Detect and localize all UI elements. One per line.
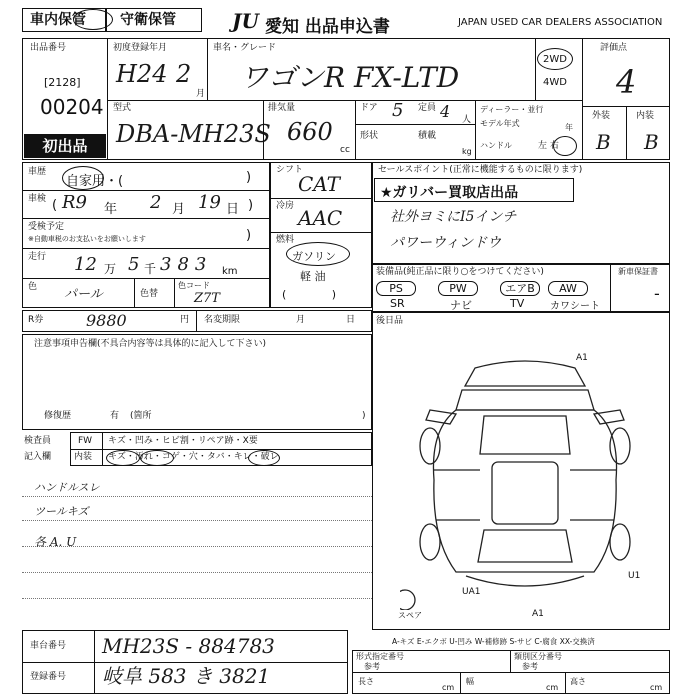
history-close: ) bbox=[246, 170, 252, 185]
r-ticket-label: R券 bbox=[28, 315, 44, 325]
height-label: 高さ bbox=[570, 677, 586, 686]
registration-label: 初度登録年月 bbox=[113, 43, 168, 53]
height-cm: cm bbox=[650, 683, 663, 692]
mark-front: A1 bbox=[576, 353, 588, 363]
length-cm: cm bbox=[442, 683, 455, 692]
mileage-sen: 5 bbox=[128, 254, 140, 275]
spec-class-ref: 参考 bbox=[522, 662, 538, 671]
year-unit: 年 bbox=[565, 123, 573, 132]
ruled-line bbox=[22, 598, 372, 599]
hand-note-2: ツールキズ bbox=[34, 505, 89, 518]
exterior-label: 外装 bbox=[592, 111, 611, 121]
length-label: 長さ bbox=[358, 677, 374, 686]
first-listing-badge: 初出品 bbox=[24, 134, 106, 158]
spec-type-label: 形式指定番号 bbox=[356, 652, 404, 661]
model-year-label: モデル年式 bbox=[480, 119, 520, 128]
storage-guard: 守衛保管 bbox=[120, 12, 176, 28]
inspection-era: R9 bbox=[62, 192, 88, 213]
interior-tobacco-circle bbox=[248, 450, 280, 466]
divider bbox=[582, 38, 583, 160]
divider bbox=[610, 264, 611, 312]
displacement-label: 排気量 bbox=[268, 103, 296, 113]
divider bbox=[174, 278, 175, 308]
sales-point-2: パワーウィンドウ bbox=[390, 235, 502, 251]
cc-unit: cc bbox=[340, 145, 350, 155]
capacity-label: 定員 bbox=[418, 103, 437, 113]
divider bbox=[355, 100, 356, 160]
divider bbox=[22, 278, 270, 279]
door-label: ドア bbox=[360, 103, 378, 113]
divider bbox=[475, 100, 476, 160]
divider bbox=[107, 38, 108, 160]
inspection-day-unit: 日 bbox=[226, 202, 240, 217]
inspection-label: 車検 bbox=[28, 194, 47, 204]
storage-in-car: 車内保管 bbox=[30, 12, 86, 28]
listing-bracket-number: [2128] bbox=[44, 76, 81, 89]
drive-2wd-circle bbox=[537, 48, 573, 70]
divider bbox=[22, 190, 270, 191]
new-warranty-label: 新車保証書 bbox=[618, 267, 658, 276]
r-ticket-value: 9880 bbox=[86, 311, 127, 330]
sales-point-1: 社外ヨミにI5インチ bbox=[390, 209, 517, 225]
fuel-label: 燃料 bbox=[276, 235, 295, 245]
equip-tv: TV bbox=[510, 297, 525, 310]
spare-label: スペア bbox=[398, 611, 422, 620]
name-change-label: 名変期限 bbox=[204, 315, 241, 325]
ac-value: AAC bbox=[298, 206, 343, 230]
mark-u1: U1 bbox=[628, 571, 641, 581]
divider bbox=[270, 198, 372, 199]
form-title: 愛知 出品申込書 bbox=[265, 17, 390, 37]
color-code-label: 色コード bbox=[178, 281, 210, 290]
mark-ua1: UA1 bbox=[462, 587, 481, 597]
history-private-circle bbox=[62, 166, 104, 190]
divider bbox=[196, 310, 197, 332]
history-label: 車歴 bbox=[28, 167, 47, 177]
grade-label: 評価点 bbox=[600, 43, 628, 53]
hand-note-3: 各 A. U bbox=[34, 535, 77, 549]
history-value: 自家用・( bbox=[66, 174, 124, 189]
form-subtitle: JAPAN USED CAR DEALERS ASSOCIATION bbox=[458, 17, 663, 28]
width-label: 幅 bbox=[466, 677, 474, 686]
divider bbox=[270, 232, 372, 233]
listing-number-label: 出品番号 bbox=[30, 43, 67, 53]
chassis-value: MH23S - 884783 bbox=[102, 634, 275, 658]
inspection-close: ) bbox=[248, 198, 254, 213]
inspection-day: 19 bbox=[198, 192, 221, 213]
equip-sr: SR bbox=[390, 297, 405, 310]
shift-value: CAT bbox=[298, 172, 340, 196]
inspection-month: 2 bbox=[150, 192, 162, 213]
receipt-label: 受検予定 bbox=[28, 222, 65, 232]
spec-type-ref: 参考 bbox=[364, 662, 380, 671]
capacity-unit: 人 bbox=[462, 115, 472, 125]
shift-label: シフト bbox=[276, 165, 304, 175]
shape-label: 形状 bbox=[360, 131, 379, 141]
model-value: DBA-MH23S bbox=[116, 120, 271, 148]
interior-label: 内装 bbox=[636, 111, 655, 121]
car-name-label: 車名・グレード bbox=[213, 43, 277, 53]
interior-check-items: キズ・汚れ・コゲ・穴・タバ・キレ・破レ bbox=[108, 452, 279, 462]
hand-note-1: ハンドルスレ bbox=[34, 481, 100, 494]
mileage-man-unit: 万 bbox=[104, 262, 117, 276]
divider bbox=[460, 672, 461, 694]
mark-a1: A1 bbox=[532, 609, 544, 619]
repair-close: ) bbox=[362, 411, 366, 421]
divider bbox=[565, 672, 566, 694]
exterior-grade: B bbox=[596, 130, 611, 154]
fuel-other: ( ) bbox=[282, 288, 337, 301]
spec-class-label: 類別区分番号 bbox=[514, 652, 562, 661]
equip-ps: PS bbox=[376, 281, 416, 296]
receipt-close-paren: ) bbox=[246, 228, 252, 243]
plate-value: 岐阜 583 き 3821 bbox=[102, 664, 271, 688]
ruled-line bbox=[22, 572, 372, 573]
divider bbox=[94, 630, 95, 694]
inspector-label-1: 検査員 bbox=[24, 436, 52, 446]
handle-options: 左 右 bbox=[538, 141, 559, 151]
doors-value: 5 bbox=[392, 100, 404, 121]
new-warranty-mark: - bbox=[654, 284, 660, 303]
capacity-value: 4 bbox=[440, 102, 451, 121]
width-cm: cm bbox=[546, 683, 559, 692]
interior-grade: B bbox=[644, 130, 659, 154]
divider bbox=[134, 278, 135, 308]
inspection-month-unit: 月 bbox=[172, 202, 186, 217]
fw-items: キズ・凹み・ヒビ割・リペア跡・X要 bbox=[108, 436, 258, 446]
divider bbox=[535, 38, 536, 100]
color-code-value: Z7T bbox=[194, 291, 220, 306]
repair-yes: 有 bbox=[110, 411, 120, 421]
equip-leather-seat: カワシート bbox=[550, 301, 600, 312]
r-ticket-row bbox=[22, 310, 372, 332]
divider bbox=[510, 650, 511, 672]
mileage-sen-unit: 千 bbox=[144, 262, 157, 276]
divider bbox=[22, 218, 270, 219]
fuel-gasoline: ガソリン bbox=[292, 250, 336, 263]
car-name: ワゴンR FX-LTD bbox=[240, 61, 460, 94]
divider bbox=[626, 106, 627, 160]
lot-number: 00204 bbox=[40, 95, 104, 119]
mileage-rest: 383 bbox=[160, 254, 213, 275]
dealer-label: ディーラー・並行 bbox=[480, 105, 544, 114]
equipment-title: 装備品(純正品に限り○をつけてください) bbox=[376, 267, 544, 277]
inspection-year-unit: 年 bbox=[104, 202, 118, 217]
divider bbox=[263, 100, 264, 160]
registration-era: H24 bbox=[116, 60, 168, 88]
divider bbox=[355, 124, 475, 125]
ju-logo: JU bbox=[232, 9, 259, 33]
repair-history-label: 修復歴 bbox=[44, 411, 72, 421]
name-change-month: 月 bbox=[296, 315, 306, 325]
kg-unit: kg bbox=[462, 147, 472, 156]
interior-scratch-circle bbox=[106, 450, 140, 466]
mileage-man: 12 bbox=[74, 254, 97, 275]
drive-2wd: 2WD bbox=[543, 54, 567, 65]
equip-pw: PW bbox=[438, 281, 478, 296]
r-ticket-unit: 円 bbox=[180, 315, 190, 325]
color-label: 色 bbox=[28, 282, 38, 292]
repair-part: (箇所 bbox=[130, 411, 152, 421]
fuel-diesel: 軽 油 bbox=[300, 270, 326, 283]
divider bbox=[102, 432, 103, 466]
interior-check-label: 内装 bbox=[74, 452, 93, 462]
equip-airbag: エアB bbox=[500, 281, 540, 296]
notes-label: 注意事項申告欄(不具合内容等は具体的に記入して下さい) bbox=[34, 339, 267, 349]
equip-navi: ナビ bbox=[450, 299, 472, 312]
car-damage-diagram bbox=[400, 350, 650, 610]
ruled-line bbox=[22, 520, 372, 521]
displacement-value: 660 bbox=[287, 118, 333, 146]
handle-label: ハンドル bbox=[480, 141, 512, 150]
plate-label: 登録番号 bbox=[30, 672, 67, 682]
grade-value: 4 bbox=[616, 63, 637, 101]
color-change-label: 色替 bbox=[140, 289, 159, 299]
rear-seat-label: 後日品 bbox=[376, 316, 404, 326]
damage-legend: A-キズ E-エクボ U-凹み W-補修跡 S-サビ C-腐食 XX-交換済 bbox=[392, 637, 595, 646]
registration-month-unit: 月 bbox=[196, 89, 206, 99]
handle-right-circle bbox=[553, 136, 577, 156]
load-label: 積載 bbox=[418, 131, 437, 141]
mileage-unit: km bbox=[222, 266, 238, 277]
ac-label: 冷房 bbox=[276, 201, 295, 211]
divider bbox=[107, 100, 582, 101]
registration-month: 2 bbox=[176, 60, 192, 88]
inspector-label-2: 記入欄 bbox=[24, 452, 52, 462]
divider bbox=[352, 672, 670, 673]
mileage-label: 走行 bbox=[28, 252, 47, 262]
chassis-label: 車台番号 bbox=[30, 641, 67, 651]
divider bbox=[207, 38, 208, 100]
divider bbox=[22, 662, 348, 663]
equip-aw: AW bbox=[548, 281, 588, 296]
sales-points-title: セールスポイント(正常に機能するものに限ります) bbox=[378, 165, 583, 175]
color-value: パール bbox=[64, 287, 103, 302]
fw-label: FW bbox=[78, 436, 93, 446]
divider bbox=[22, 248, 270, 249]
interior-stain-circle bbox=[140, 450, 174, 466]
name-change-day: 日 bbox=[346, 315, 356, 325]
fuel-gasoline-circle bbox=[286, 242, 350, 266]
drive-4wd: 4WD bbox=[543, 77, 567, 88]
receipt-note: ※自動車税のお支払いをお願いします bbox=[28, 235, 146, 243]
auction-text: ★ガリバー買取店出品 bbox=[380, 185, 519, 201]
inspection-open: ( bbox=[52, 198, 58, 213]
model-label: 型式 bbox=[113, 103, 132, 113]
ruled-line bbox=[22, 496, 372, 497]
